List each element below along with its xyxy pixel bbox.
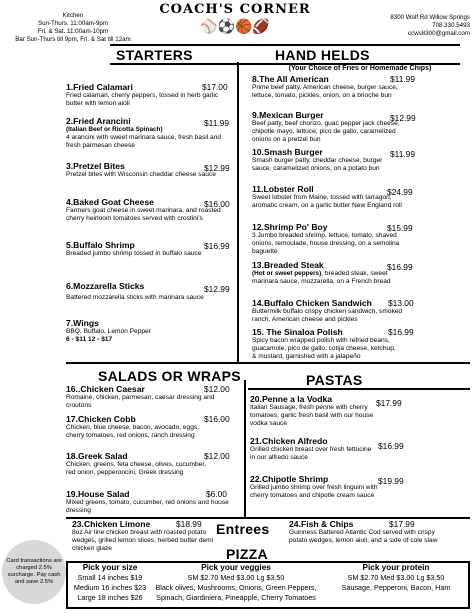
contact-info — [360, 14, 470, 38]
item-price: $12.00 — [204, 451, 230, 461]
protein-items: Sausage, Pepperoni, Bacon, Ham — [341, 583, 451, 592]
pasta-item — [250, 474, 470, 500]
item-desc: Chicken, greens, feta cheese, olives, cucumber, red onion, pepperoncini, Greek dressing — [66, 461, 207, 476]
handheld-item — [252, 147, 470, 173]
phone: 708.330.5493 — [432, 22, 470, 29]
item-price: $16.99 — [388, 327, 414, 337]
size-title: Pick your size — [82, 563, 138, 572]
pizza-veg-column — [150, 563, 322, 603]
item-desc: Grilled jumbo shrimp over fresh linguini with cherry tomatoes and chipotle cream sauce — [250, 484, 378, 499]
veg-price: SM $2.70 Med $3.00 Lg $3.50 — [187, 573, 285, 582]
item-name: 5.Buffalo Shrimp — [66, 240, 135, 250]
handhelds-subtitle: (Your Choice of Fries or Homemade Chips) — [288, 65, 432, 72]
item-price: $12.00 — [204, 384, 230, 394]
starter-item — [66, 161, 232, 179]
handheld-item — [252, 222, 470, 256]
item-desc: Breaded jumbo shrimp tossed in buffalo sauce — [66, 250, 202, 257]
pizza-protein-column — [326, 563, 466, 593]
item-desc: Fried calamari, cherry peppers, tossed in herb garlic butter with lemon aioli — [66, 92, 219, 107]
item-price: $18.99 — [176, 519, 202, 529]
pizza-size-column — [70, 563, 150, 603]
item-price: $6.00 — [206, 489, 227, 499]
item-desc: 3 Jumbo breaded shrimp, lettuce, tomato, shaved onions, remoulade, house dressing, on a semolina baguette — [252, 232, 400, 255]
item-name: 18.Greek Salad — [66, 451, 128, 461]
section-divider — [66, 362, 470, 364]
item-price: $16.00 — [204, 199, 230, 209]
item-name: 23.Chicken Limone — [72, 519, 151, 529]
item-name: 12.Shrimp Po' Boy — [252, 222, 328, 232]
item-price: $13.00 — [388, 298, 414, 308]
item-price: $24.99 — [387, 187, 413, 197]
item-name: 11.Lobster Roll — [252, 184, 314, 194]
item-name: 3.Pretzel Bites — [66, 161, 125, 171]
starter-item — [66, 197, 232, 223]
item-price: $16.99 — [378, 441, 404, 451]
item-name: 14.Buffalo Chicken Sandwich — [252, 298, 372, 308]
top-divider — [110, 44, 460, 46]
handhelds-title: HAND HELDS — [275, 47, 370, 63]
restaurant-name: COACH'S CORNER — [159, 2, 311, 17]
item-price: $11.99 — [390, 74, 415, 84]
item-price: $17.99 — [376, 398, 402, 408]
item-desc: Spicy bacon wrapped polish with refried beans, guacamole, pico de gallo, cotija cheese, ketchup, & mustard, garnished with a jalapeño — [252, 337, 396, 360]
email: ccws8300@gmail.com — [408, 30, 470, 37]
item-desc: Guinness Battered Atlantic Cod served with crispy potato wedges, lemon aioli, and a side of cole slaw — [289, 529, 438, 544]
salad-item — [66, 451, 242, 477]
handheld-item — [252, 110, 470, 144]
item-name: 22.Chipotle Shrimp — [250, 474, 329, 484]
sports-balls-icon: ⚾⚽🏀🏈 — [200, 18, 270, 34]
size-option: Small 14 inches $19 — [77, 573, 143, 582]
item-desc: 4 arancini with sweet marinara sauce, fresh basil and fresh parmesan cheese — [66, 134, 222, 149]
item-name: 24.Fish & Chips — [289, 519, 354, 529]
handheld-item — [252, 184, 470, 210]
item-name: 15. The Sinaloa Polish — [252, 327, 343, 337]
item-desc: Prime beef patty, American cheese, burger sauce, lettuce, tomato, pickles, onion, on a brioche bun — [252, 84, 398, 99]
item-desc: Beef patty, beef chorizo, guac pepper jack cheese, chipotle mayo, lettuce, pico de gallo, caramelized onions on a pretzel bun — [252, 120, 400, 143]
item-name: 8.The All American — [252, 74, 329, 84]
hours-line: Sun-Thurs. 11:00am-9pm — [37, 20, 109, 27]
column-divider — [237, 62, 239, 362]
item-price: $11.99 — [390, 149, 415, 159]
item-price: $12.99 — [204, 284, 230, 294]
item-name: 2.Fried Arancini — [66, 116, 131, 126]
entrees-title: Entrees — [216, 521, 270, 537]
item-price: $17.00 — [202, 82, 228, 92]
item-name: 10.Smash Burger — [252, 147, 323, 157]
handheld-item — [252, 74, 470, 100]
hours-line: Bar Sun-Thurs till 9pm, Fri. & Sat till 12am — [15, 36, 131, 43]
item-desc: , breaded steak, sweet marinara sauce, mozzarella, on a French bread — [252, 270, 391, 285]
salad-item — [66, 384, 242, 410]
item-name: 9.Mexican Burger — [252, 110, 324, 120]
starter-item — [66, 281, 232, 302]
item-price: $17.99 — [389, 519, 415, 529]
item-sub: (Italian Beef or Ricotta Spinach) — [66, 126, 163, 133]
item-sub: (Hot or sweet peppers) — [252, 270, 322, 277]
item-desc: Sweet lobster from Maine, tossed with tarragon, aromatic cream, on a garlic butter New England roll — [252, 194, 402, 209]
protein-price: SM $2.70 Med $3.00 Lg $3.50 — [347, 573, 445, 582]
item-name: 16..Chicken Caesar — [66, 384, 145, 394]
entree-item — [289, 519, 469, 545]
handheld-item — [252, 260, 470, 286]
starter-item — [66, 318, 232, 344]
item-name: 20.Penne a la Vodka — [250, 394, 332, 404]
pasta-item — [250, 436, 470, 462]
hours-line: Fri. & Sat. 11:00am-10pm — [37, 28, 109, 35]
item-desc: Smash burger patty, cheddar cheese, burger sauce, caramelized onions, on a potato bun — [252, 157, 383, 172]
section-divider — [248, 388, 470, 390]
item-desc: Chicken, blue cheese, bacon, avocado, eggs, cherry tomatoes, red onions, ranch dressing — [66, 424, 200, 439]
item-name: 17.Chicken Cobb — [66, 414, 136, 424]
restaurant-logo — [150, 2, 320, 38]
item-desc: BBQ, Buffalo, Lemon Pepper — [66, 328, 151, 335]
item-desc: Mixed greens, tomato, cucumber, red onions and house dressing — [66, 499, 229, 514]
pastas-title: PASTAS — [306, 372, 363, 388]
item-desc: Buttermilk buffalo crispy chicken sandwich, smoked ranch, American cheese and pickles — [252, 308, 403, 323]
item-name: 21.Chicken Alfredo — [250, 436, 328, 446]
size-option: Medium 16 inches $23 — [73, 583, 147, 592]
item-price: $12.99 — [204, 163, 230, 173]
salads-title: SALADS OR WRAPS — [98, 368, 241, 384]
handheld-item — [252, 327, 470, 361]
surcharge-note — [2, 540, 66, 604]
item-desc: Romaine, chicken, parmesan, caesar dressing and croutons — [66, 394, 215, 409]
starter-item — [66, 82, 232, 108]
item-name: 13.Breaded Steak — [252, 260, 324, 270]
address: 8300 Wolf Rd Willow Springs — [390, 14, 470, 21]
hours-line: Kitchen — [62, 12, 84, 19]
column-divider — [244, 380, 246, 517]
item-name: 4.Baked Goat Cheese — [66, 197, 154, 207]
starter-item — [66, 240, 232, 258]
item-price: $12.99 — [390, 113, 416, 123]
item-desc: 8oz Air line chicken breast with roasted potato wedges, grilled lemon slices, herbed butter demi chicken glaze — [72, 529, 214, 552]
item-desc: Italian Sausage, fresh penne with cherry tomatoes, garlic fresh basil with our house vodka sauce — [250, 404, 374, 427]
pizza-title: PIZZA — [226, 546, 268, 562]
veg-title: Pick your veggies — [201, 563, 271, 572]
item-name: 1.Fried Calamari — [66, 82, 133, 92]
pasta-item — [250, 394, 470, 428]
entree-item — [72, 519, 217, 553]
item-desc: Farmers goat cheese in sweet marinara, and roasted cherry heirloom tomatoes served with crostini's — [66, 207, 221, 222]
item-desc: Pretzel bites with Wisconsin cheddar cheese sauce — [66, 171, 216, 178]
item-price: $11.99 — [204, 118, 229, 128]
item-price: $15.99 — [387, 223, 413, 233]
item-name: 6.Mozzarella Sticks — [66, 281, 145, 291]
item-price: $19.99 — [378, 476, 404, 486]
salad-item — [66, 414, 242, 440]
item-price: $16.00 — [204, 414, 230, 424]
size-option: Large 18 inches $26 — [77, 593, 143, 602]
item-desc: Battered mozzarella sticks with marinara sauce — [66, 294, 204, 301]
item-desc: Grilled chicken breast over fresh fettucine in our alfredo sauce — [250, 446, 372, 461]
item-name: 7.Wings — [66, 318, 99, 328]
starters-title: STARTERS — [116, 47, 193, 63]
item-price: $16.99 — [204, 241, 230, 251]
protein-title: Pick your protein — [362, 563, 430, 572]
surcharge-text: Card transactions are charged 2.5% surcharge. Pay cash and save 2.5% — [6, 558, 62, 585]
item-name: 19.House Salad — [66, 489, 130, 499]
hours-info — [0, 12, 146, 44]
item-price: $16.99 — [387, 262, 413, 272]
salad-item — [66, 489, 242, 515]
starter-item — [66, 116, 232, 150]
veg-items: Black olives, Mushrooms, Onions, Green Peppers, Spinach, Giardiniera, Pineapple, Cherry Tomatoes — [155, 583, 317, 602]
handheld-item — [252, 298, 470, 324]
item-desc: 6 - $11 12 - $17 — [66, 336, 113, 343]
